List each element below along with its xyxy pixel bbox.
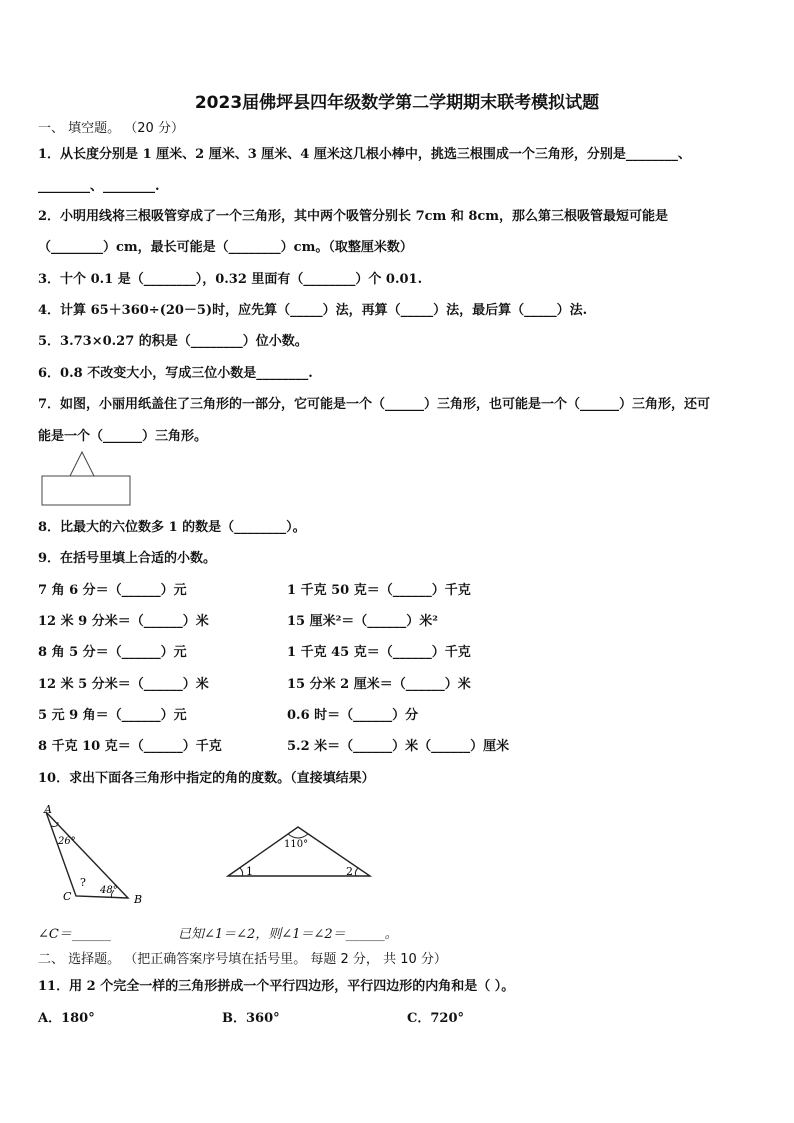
paper-cover-rect	[42, 476, 130, 505]
question-7-line-2: 能是一个（______）三角形。	[38, 429, 208, 444]
angle-2-label: 2	[346, 865, 353, 878]
question-3: 3．十个 0.1 是（________），0.32 里面有（________）个 0.01.	[38, 272, 423, 287]
triangle-abc-figure	[36, 800, 156, 910]
q9-left-item: 7 角 6 分＝（______）元	[38, 583, 187, 598]
q9-right-item: 15 厘米²＝（______）米²	[287, 614, 439, 629]
question-5: 5．3.73×0.27 的积是（________）位小数。	[38, 334, 308, 349]
q9-right-item: 5.2 米＝（______）米（______）厘米	[287, 739, 510, 754]
q9-right-item: 0.6 时＝（______）分	[287, 708, 419, 723]
vertex-c-label: C	[63, 890, 72, 903]
page-title: 2023届佛坪县四年级数学第二学期期末联考模拟试题	[194, 93, 600, 113]
question-1-line-1: 1．从长度分别是 1 厘米、2 厘米、3 厘米、4 厘米这几根小棒中，挑选三根围成一个三角形，分别是________、	[38, 147, 691, 162]
covered-triangle-figure	[40, 450, 134, 508]
question-11-stem: 11．用 2 个完全一样的三角形拼成一个平行四边形，平行四边形的内角和是（ ）。	[38, 979, 515, 994]
q9-right-item: 1 千克 45 克＝（______）千克	[287, 645, 471, 660]
answer-angle-1-2: 已知∠1＝∠2，则∠1＝∠2＝______。	[178, 927, 398, 942]
angle-1-label: 1	[246, 865, 253, 878]
angle-2-arc	[355, 868, 358, 876]
angle-1-arc	[240, 868, 243, 876]
angle-a-value: 26°	[58, 836, 76, 847]
section-heading-fill-in: 一、 填空题。 （20 分）	[38, 121, 184, 136]
section-heading-choice: 二、 选择题。 （把正确答案序号填在括号里。 每题 2 分， 共 10 分）	[38, 952, 447, 967]
question-1-line-2: ________、________.	[38, 179, 160, 194]
q9-right-item: 15 分米 2 厘米＝（______）米	[287, 677, 471, 692]
top-angle-arc	[288, 834, 308, 838]
vertex-b-label: B	[134, 893, 143, 906]
unknown-angle-mark: ?	[80, 876, 86, 889]
q11-option-b: B．360°	[222, 1011, 280, 1026]
q9-left-item: 8 角 5 分＝（______）元	[38, 645, 187, 660]
q9-left-item: 12 米 5 分米＝（______）米	[38, 677, 209, 692]
q11-option-c: C．720°	[407, 1011, 464, 1026]
top-angle-value: 110°	[284, 839, 309, 850]
answer-angle-c: ∠C＝______	[38, 927, 111, 942]
q11-option-a: A．180°	[38, 1011, 95, 1026]
vertex-a-label: A	[44, 803, 52, 816]
triangle-tip	[70, 452, 94, 476]
question-7-line-1: 7．如图，小丽用纸盖住了三角形的一部分，它可能是一个（______）三角形，也可能是一个（______）三角形，还可	[38, 397, 711, 412]
question-9-intro: 9．在括号里填上合适的小数。	[38, 551, 217, 566]
q9-left-item: 12 米 9 分米＝（______）米	[38, 614, 209, 629]
angle-b-value: 48°	[100, 885, 118, 896]
q9-left-item: 8 千克 10 克＝（______）千克	[38, 739, 222, 754]
triangle-110-figure	[222, 822, 378, 882]
question-2-line-1: 2．小明用线将三根吸管穿成了一个三角形，其中两个吸管分别长 7cm 和 8cm，那么第三根吸管最短可能是	[38, 209, 669, 224]
q9-right-item: 1 千克 50 克＝（______）千克	[287, 583, 471, 598]
q9-left-item: 5 元 9 角＝（______）元	[38, 708, 187, 723]
question-4: 4．计算 65＋360÷(20－5)时，应先算（_____）法，再算（_____）法，最后算（_____）法.	[38, 303, 588, 318]
question-6: 6．0.8 不改变大小，写成三位小数是________.	[38, 366, 313, 381]
question-2-line-2: （________）cm，最长可能是（________）cm。（取整厘米数）	[38, 240, 413, 255]
question-10-intro: 10．求出下面各三角形中指定的角的度数。（直接填结果）	[38, 771, 375, 786]
question-8: 8．比最大的六位数多 1 的数是（________）。	[38, 520, 306, 535]
